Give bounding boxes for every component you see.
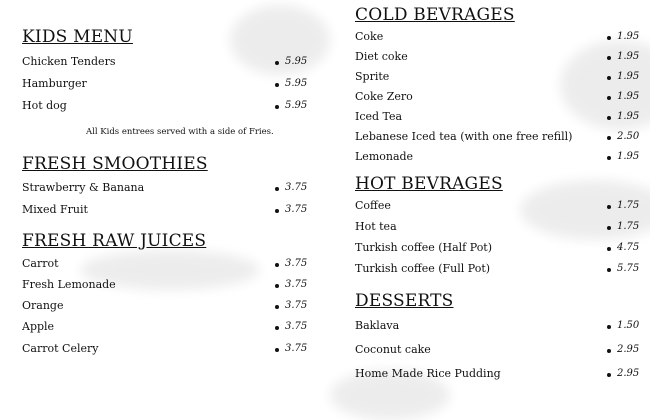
bullet-dot <box>275 263 279 267</box>
item-price: 3.75 <box>285 300 308 311</box>
menu-item <box>22 96 307 118</box>
item-name: Iced Tea <box>355 110 403 123</box>
item-price: 1.50 <box>617 320 640 331</box>
item-name: Hot dog <box>22 99 67 112</box>
item-price: 5.75 <box>617 263 640 274</box>
menu-item <box>22 296 307 317</box>
menu-item <box>355 316 645 340</box>
menu-item <box>355 147 645 167</box>
item-name: Lebanese Iced tea (with one free refill) <box>355 130 573 143</box>
bullet-dot <box>275 61 279 65</box>
kids-menu-heading: KIDS MENU <box>22 27 133 47</box>
fresh-raw-juices-section <box>22 230 307 360</box>
item-name: Apple <box>22 320 55 333</box>
bullet-dot <box>275 326 279 330</box>
menu-item <box>22 254 307 275</box>
item-price: 4.75 <box>617 242 640 253</box>
hot-bevrages-section <box>355 173 645 280</box>
menu-item <box>22 339 307 360</box>
item-name: Mixed Fruit <box>22 203 88 216</box>
item-price: 1.95 <box>617 31 640 42</box>
fresh-smoothies-section <box>22 153 307 222</box>
menu-item <box>355 27 645 47</box>
menu-item <box>355 238 645 259</box>
item-price: 3.75 <box>285 279 308 290</box>
item-name: Chicken Tenders <box>22 55 116 68</box>
bullet-dot <box>607 116 611 120</box>
menu-item <box>22 317 307 339</box>
bullet-dot <box>275 83 279 87</box>
item-name: Sprite <box>355 70 390 83</box>
bullet-dot <box>607 205 611 209</box>
item-name: Orange <box>22 299 64 312</box>
item-name: Coffee <box>355 199 391 212</box>
bullet-dot <box>275 284 279 288</box>
bullet-dot <box>275 348 279 352</box>
menu-item <box>22 74 307 96</box>
desserts-section <box>355 290 645 388</box>
right-column <box>355 4 645 388</box>
fresh-smoothies-heading: FRESH SMOOTHIES <box>22 154 208 174</box>
item-name: Fresh Lemonade <box>22 278 116 291</box>
menu-item <box>355 364 645 388</box>
menu-item <box>22 52 307 74</box>
menu-item <box>22 200 307 222</box>
item-name: Strawberry & Banana <box>22 181 145 194</box>
menu-item <box>355 259 645 280</box>
bullet-dot <box>607 247 611 251</box>
cold-bevrages-section <box>355 4 645 167</box>
menu-item <box>355 340 645 364</box>
bullet-dot <box>275 209 279 213</box>
bullet-dot <box>607 373 611 377</box>
bullet-dot <box>275 187 279 191</box>
item-name: Carrot <box>22 257 59 270</box>
bullet-dot <box>607 156 611 160</box>
item-price: 5.95 <box>285 100 308 111</box>
hot-bevrages-heading: HOT BEVRAGES <box>355 174 503 194</box>
menu-item <box>22 178 307 200</box>
desserts-list <box>355 316 645 388</box>
item-price: 1.95 <box>617 91 640 102</box>
item-price: 1.95 <box>617 71 640 82</box>
bullet-dot <box>607 96 611 100</box>
bullet-dot <box>607 136 611 140</box>
item-name: Hamburger <box>22 77 87 90</box>
menu-item <box>355 47 645 67</box>
bullet-dot <box>607 226 611 230</box>
item-price: 3.75 <box>285 343 308 354</box>
item-price: 1.75 <box>617 200 640 211</box>
item-price: 2.50 <box>617 131 640 142</box>
menu-item <box>355 67 645 87</box>
bullet-dot <box>275 105 279 109</box>
item-price: 1.95 <box>617 151 640 162</box>
fresh-raw-juices-heading: FRESH RAW JUICES <box>22 231 207 251</box>
bullet-dot <box>607 325 611 329</box>
menu-item <box>355 196 645 217</box>
left-column <box>22 26 307 360</box>
item-price: 3.75 <box>285 182 308 193</box>
item-name: Coconut cake <box>355 343 431 356</box>
menu-item <box>355 127 645 147</box>
bullet-dot <box>607 36 611 40</box>
item-price: 1.75 <box>617 221 640 232</box>
hot-bevrages-list <box>355 196 645 280</box>
item-name: Home Made Rice Pudding <box>355 367 501 380</box>
cold-bevrages-list <box>355 27 645 167</box>
bullet-dot <box>607 76 611 80</box>
item-name: Turkish coffee (Half Pot) <box>355 241 493 254</box>
item-price: 3.75 <box>285 258 308 269</box>
menu-item <box>355 87 645 107</box>
kids-menu-note: All Kids entrees served with a side of Fries. <box>86 127 274 137</box>
item-name: Diet coke <box>355 50 408 63</box>
bullet-dot <box>607 268 611 272</box>
bullet-dot <box>607 349 611 353</box>
bullet-dot <box>275 305 279 309</box>
item-price: 1.95 <box>617 111 640 122</box>
menu-item <box>355 217 645 238</box>
item-price: 5.95 <box>285 78 308 89</box>
item-name: Hot tea <box>355 220 397 233</box>
item-name: Turkish coffee (Full Pot) <box>355 262 491 275</box>
menu-item <box>355 107 645 127</box>
menu-item <box>22 275 307 296</box>
item-name: Baklava <box>355 319 400 332</box>
fresh-smoothies-list <box>22 178 307 222</box>
desserts-heading: DESSERTS <box>355 291 454 311</box>
item-price: 3.75 <box>285 204 308 215</box>
item-name: Coke Zero <box>355 90 413 103</box>
bullet-dot <box>607 56 611 60</box>
item-price: 1.95 <box>617 51 640 62</box>
item-price: 5.95 <box>285 56 308 67</box>
kids-menu-list <box>22 52 307 118</box>
kids-menu-section <box>22 26 307 139</box>
item-price: 3.75 <box>285 321 308 332</box>
item-name: Lemonade <box>355 150 414 163</box>
item-name: Carrot Celery <box>22 342 99 355</box>
cold-bevrages-heading: COLD BEVRAGES <box>355 5 515 25</box>
item-price: 2.95 <box>617 344 640 355</box>
item-price: 2.95 <box>617 368 640 379</box>
fresh-raw-juices-list <box>22 254 307 360</box>
item-name: Coke <box>355 30 384 43</box>
